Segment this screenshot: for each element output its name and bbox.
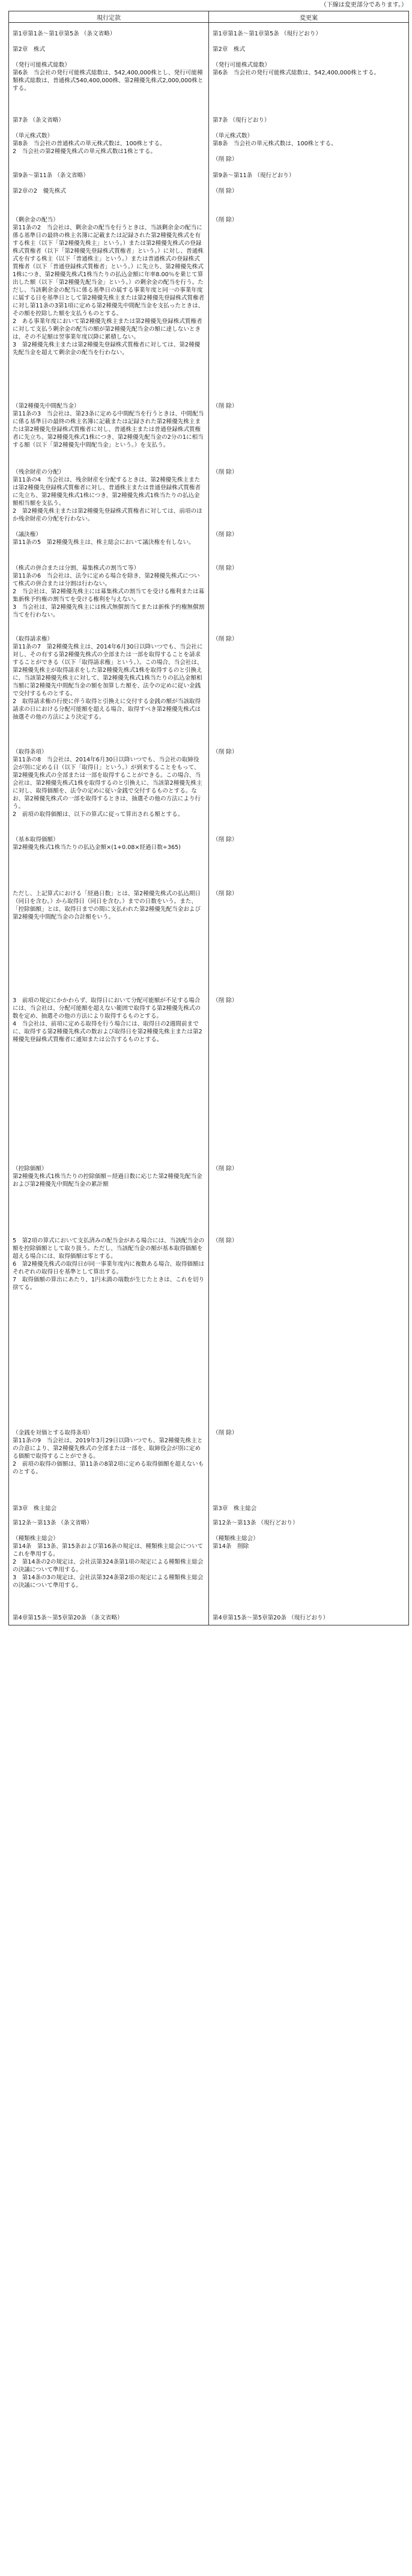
proposed-article-cell [209, 883, 409, 990]
table-row [9, 524, 409, 557]
proposed-article-text: （削 除） [213, 188, 238, 195]
proposed-article-cell [209, 1498, 409, 1512]
proposed-article-cell [209, 461, 409, 524]
table-row [9, 1607, 409, 1625]
proposed-article-cell [209, 1528, 409, 1607]
table-row [9, 165, 409, 180]
table-header-row [9, 11, 409, 23]
current-article-text: 5 第2項の算式において支払済みの配当金がある場合には、当該配当金の額を控除価額として取り扱う。ただし、当該配当金の額が基本取得価額を超える場合には、取得価額は零とする。 6 第2種優先株式の取得日が同一事業年度内に複数ある場合、取得価額はそれぞれの取得日を基準として算出する。 7 取得価額の算出にあたり、1円未満の端数が生じたときは、これを切り捨てる。 [13, 1238, 205, 1291]
proposed-article-text: （削 除） [213, 469, 238, 476]
proposed-article-cell [209, 395, 409, 461]
table-row [9, 628, 409, 741]
current-article-cell [9, 1498, 209, 1512]
proposed-article-cell [209, 109, 409, 125]
current-article-cell [9, 125, 209, 165]
table-row [9, 109, 409, 125]
table-row [9, 395, 409, 461]
proposed-article-cell [209, 524, 409, 557]
current-article-text: 3 前項の規定にかかわらず、取得日において分配可能額が不足する場合には、当会社は、分配可能額を超えない範囲で取得する第2種優先株式の数を定め、抽選その他の方法により取得するものとする。 4 当会社は、前項に定める取得を行う場合には、取得日の2週間前までに、取得する第2種優先株式の数および取得日を第2種優先株主または第2種優先登録株式質権者に通知または公告するものとする。 [13, 997, 202, 1043]
table-row [9, 741, 409, 829]
proposed-article-text: （削 除） [213, 565, 238, 572]
current-article-cell [9, 1422, 209, 1498]
current-article-cell [9, 990, 209, 1158]
current-article-cell [9, 1607, 209, 1625]
proposed-article-cell [209, 1607, 409, 1625]
proposed-article-cell [209, 1158, 409, 1230]
current-article-cell [9, 741, 209, 829]
header-current: 現行定款 [9, 11, 209, 23]
current-article-text: （基本取得価額） 第2種優先株式1株当たりの払込金額×(1+0.08×経過日数÷365) [13, 836, 181, 851]
current-article-cell [9, 54, 209, 109]
proposed-article-text: （削 除） [213, 531, 238, 538]
proposed-article-text: （削 除） [213, 836, 238, 843]
table-row [9, 829, 409, 883]
proposed-article-text: （削 除） [213, 403, 238, 410]
proposed-article-text: 第7条 （現行どおり） [213, 117, 270, 124]
current-article-text: （金銭を対価とする取得条項） 第11条の9 当会社は、2019年3月29日以降いつでも、第2種優先株主との合意により、第2種優先株式の全部または一部を、取締役会が別に定める価額で取得することができる。 2 前項の取得の価額は、第11条の8第2項に定める取得価額を超えないものとする。 [13, 1430, 204, 1475]
current-article-cell [9, 1158, 209, 1230]
current-article-text: （単元株式数） 第8条 当会社の普通株式の単元株式数は、100株とする。 2 当会社の第2種優先株式の単元株式数は1株とする。 [13, 133, 166, 155]
table-row [9, 209, 409, 395]
proposed-article-text: （発行可能株式総数） 第6条 当会社の発行可能株式総数は、542,400,000株とする。 [213, 62, 380, 76]
proposed-article-cell [209, 23, 409, 39]
proposed-article-cell [209, 557, 409, 628]
proposed-article-text: 第4章第15条～第5章第20条 （現行どおり） [213, 1615, 329, 1621]
current-article-text: 第2章 株式 [13, 46, 46, 53]
current-article-text: （発行可能株式総数） 第6条 当会社の発行可能株式総数は、542,400,000株とし、発行可能種類株式総数は、普通株式540,400,000株、第2種優先株式2,000,000株とする。 [13, 62, 204, 92]
current-article-cell [9, 1528, 209, 1607]
current-article-text: 第4章第15条～第5章第20条 （条文省略） [13, 1615, 123, 1621]
current-article-text: （取得条項） 第11条の8 当会社は、2014年6月30日以降いつでも、当会社の取締役会が別に定める日（以下「取得日」という。）が到来することをもって、第2種優先株式の全部または一部を取得することができる。この場合、当会社は、第2種優先株式1株を取得するのと引換えに、当該第2種優先株主に対し、取得価額を、法令の定めに従い金銭で交付するものとする。なお、第2種優先株式の一部を取得するときは、抽選その他の方法により行う。 2 前項の取得価額は、以下の算式に従って算出される額とする。 [13, 749, 202, 818]
table-row [9, 990, 409, 1158]
current-article-text: （取得請求権） 第11条の7 第2種優先株主は、2014年6月30日以降いつでも、当会社に対し、その有する第2種優先株式の全部または一部を取得することを請求することができる（以下「取得請求権」という。）。この場合、当会社は、第2種優先株主が取得請求をした第2種優先株式1株を取得するのと引換えに、当該第2種優先株主に対して、第2種優先株式1株当たりの払込金額相当額に第2種優先中間配当金の額を加算した額を、法令の定めに従い金銭で交付するものとする。 2 取得請求権の行使に伴う取得と引換えに交付する金銭の額が当該取得請求の日における分配可能額を超える場合、取得すべき第2種優先株式は抽選その他の方法により決定する。 [13, 636, 203, 721]
current-article-cell [9, 628, 209, 741]
current-article-text: （残余財産の分配） 第11条の4 当会社は、残余財産を分配するときは、第2種優先株主または第2種優先登録株式質権者に対し、普通株主または普通登録株式質権者に先立ち、第2種優先株式1株につき、第2種優先株式1株当たりの払込金額相当額を支払う。 2 第2種優先株主または第2種優先登録株式質権者に対しては、前項のほか残余財産の分配を行わない。 [13, 469, 202, 522]
current-article-cell [9, 23, 209, 39]
current-article-cell [9, 524, 209, 557]
current-article-cell [9, 829, 209, 883]
proposed-article-cell [209, 1422, 409, 1498]
table-row [9, 38, 409, 54]
current-article-cell [9, 180, 209, 209]
proposed-article-text: （削 除） [213, 1430, 238, 1436]
proposed-article-text: （種類株主総会） 第14条 削除 [213, 1535, 259, 1550]
proposed-article-cell [209, 165, 409, 180]
proposed-article-cell [209, 180, 409, 209]
proposed-article-text: （削 除） [213, 890, 238, 897]
current-article-text: ただし、上記算式における「経過日数」とは、第2種優先株式の払込期日（同日を含む。）から取得日（同日を含む。）までの日数をいう。また、「控除価額」とは、取得日までの間に支払われた第2種優先配当金および第2種優先中間配当金の合計額をいう。 [13, 890, 201, 921]
table-row [9, 1528, 409, 1607]
current-article-text: 第12条～第13条 （条文省略） [13, 1520, 92, 1526]
current-article-cell [9, 461, 209, 524]
proposed-article-text: （削 除） [213, 997, 238, 1004]
proposed-article-cell [209, 209, 409, 395]
table-row [9, 1498, 409, 1512]
table-row [9, 1512, 409, 1528]
proposed-article-cell [209, 125, 409, 165]
table-body [9, 23, 409, 1625]
current-article-cell [9, 557, 209, 628]
proposed-article-cell [209, 628, 409, 741]
current-article-text: 第7条 （条文省略） [13, 117, 64, 124]
table-row [9, 883, 409, 990]
current-article-cell [9, 165, 209, 180]
current-article-cell [9, 1512, 209, 1528]
proposed-article-text: （単元株式数） 第8条 当会社の単元株式数は、100株とする。 （削 除） [213, 133, 337, 163]
current-article-cell [9, 883, 209, 990]
current-article-cell [9, 38, 209, 54]
proposed-article-text: （削 除） [213, 636, 238, 642]
table-row [9, 1422, 409, 1498]
proposed-article-text: （削 除） [213, 1238, 238, 1244]
proposed-article-text: 第12条～第13条 （現行どおり） [213, 1520, 298, 1526]
comparison-table [8, 11, 409, 1625]
current-article-cell [9, 109, 209, 125]
current-article-text: 第9条～第11条 （条文省略） [13, 172, 89, 179]
proposed-article-text: 第2章 株式 [213, 46, 246, 53]
current-article-cell [9, 209, 209, 395]
proposed-article-text: 第1章第1条～第1章第5条 （現行どおり） [213, 31, 321, 37]
current-article-cell [9, 395, 209, 461]
table-row [9, 1158, 409, 1230]
proposed-article-text: （削 除） [213, 217, 238, 223]
proposed-article-text: 第9条～第11条 （現行どおり） [213, 172, 295, 179]
current-article-cell [9, 1230, 209, 1422]
table-row [9, 1230, 409, 1422]
current-article-text: （株式の併合または分割、募集株式の割当て等） 第11条の6 当会社は、法令に定める場合を除き、第2種優先株式について株式の併合または分割は行わない。 2 当会社は、第2種優先株主には募集株式の割当てを受ける権利または募集新株予約権の割当てを受ける権利を与えない。 3 当会社は、第2種優先株主には株式無償割当てまたは新株予約権無償割当てを行わない。 [13, 565, 205, 618]
table-row [9, 125, 409, 165]
current-article-text: 第3章 株主総会 [13, 1505, 57, 1512]
proposed-article-cell [209, 38, 409, 54]
current-article-text: 第2章の2 優先株式 [13, 188, 66, 195]
current-article-text: （控除価額） 第2種優先株式1株当たりの控除価額＝経過日数に応じた第2種優先配当金および第2種優先中間配当金の累計額 [13, 1166, 202, 1188]
table-row [9, 23, 409, 39]
table-row [9, 461, 409, 524]
proposed-article-cell [209, 829, 409, 883]
proposed-article-cell [209, 1512, 409, 1528]
proposed-article-cell [209, 54, 409, 109]
proposed-article-text: （削 除） [213, 749, 238, 755]
current-article-text: （種類株主総会） 第14条 第13条、第15条および第16条の規定は、種類株主総会についてこれを準用する。 2 第14条の2の規定は、会社法第324条第1項の規定による種類株主総会の決議について準用する。 3 第14条の3の規定は、会社法第324条第2項の規定による種類株主総会の決議について準用する。 [13, 1535, 204, 1589]
current-article-text: 第1章第1条～第1章第5条 （条文省略） [13, 31, 116, 37]
header-proposed: 変更案 [209, 11, 409, 23]
current-article-text: （剰余金の配当） 第11条の2 当会社は、剰余金の配当を行うときは、当該剰余金の配当に係る基準日の最終の株主名簿に記載または記録された第2種優先株式を有する株主（以下「第2種優先株主」という。）または第2種優先株式の登録株式質権者（以下「第2種優先登録株式質権者」という。）に対し、普通株式を有する株主（以下「普通株主」という。）または普通株式の登録株式質権者（以下「普通登録株式質権者」という。）に先立ち、第2種優先株式1株につき、第2種優先株式1株当たりの払込金額に年率8.00％を乗じて算出した額（以下「第2種優先配当金」という。）の剰余金の配当を行う。ただし、当該剰余金の配当に係る基準日の属する事業年度と同一の事業年度に属する日を基準日として第2種優先株主または第2種優先登録株式質権者に対し第11条の3第1項に定める第2種優先中間配当金を支払ったときは、その額を控除した額を支払うものとする。 2 ある事業年度において第2種優先株主または第2種優先登録株式質権者に対して支払う剰余金の配当の額が第2種優先配当金の額に達しないときは、その不足額は翌事業年度以降に累積しない。 3 第2種優先株主または第2種優先登録株式質権者に対しては、第2種優先配当金を超えて剰余金の配当を行わない。 [13, 217, 205, 356]
table-row [9, 54, 409, 109]
table-row [9, 557, 409, 628]
proposed-article-cell [209, 990, 409, 1158]
current-article-text: （議決権） 第11条の5 第2種優先株主は、株主総会において議決権を有しない。 [13, 531, 195, 546]
proposed-article-cell [209, 1230, 409, 1422]
proposed-article-text: 第3章 株主総会 [213, 1505, 257, 1512]
table-row [9, 180, 409, 209]
proposed-article-text: （削 除） [213, 1166, 238, 1172]
underline-note: （下線は変更部分であります。） [320, 2, 407, 8]
current-article-text: （第2種優先中間配当金） 第11条の3 当会社は、第23条に定める中間配当を行うときは、中間配当に係る基準日の最終の株主名簿に記載または記録された第2種優先株主または第2種優先登録株式質権者に対し、普通株主または普通登録株式質権者に先立ち、第2種優先株式1株につき、第2種優先配当金の2分の1に相当する額（以下「第2種優先中間配当金」という。）を支払う。 [13, 403, 204, 449]
proposed-article-cell [209, 741, 409, 829]
